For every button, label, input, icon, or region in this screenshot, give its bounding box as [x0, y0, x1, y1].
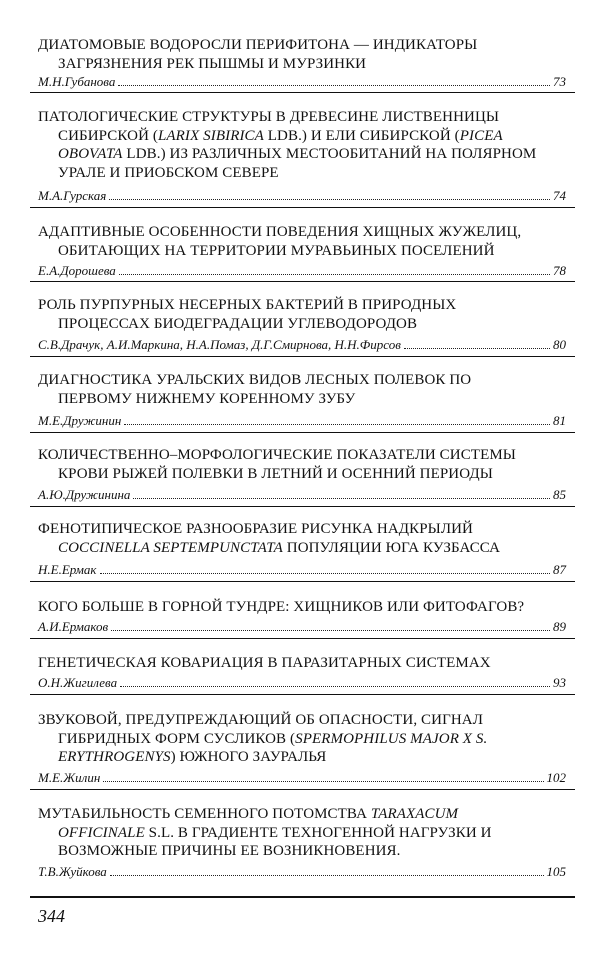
entry-title — [38, 446, 566, 483]
toc-entry — [0, 36, 606, 89]
title-line: ПАТОЛОГИЧЕСКИЕ СТРУКТУРЫ В ДРЕВЕСИНЕ ЛИСТВЕННИЦЫ — [38, 109, 500, 125]
entry-title — [38, 223, 566, 260]
entry-divider — [30, 789, 575, 790]
entry-page-number: 85 — [553, 487, 566, 502]
entry-title — [38, 805, 566, 861]
toc-entry — [0, 654, 606, 690]
dot-leader — [118, 73, 550, 86]
title-line: ДИАТОМОВЫЕ ВОДОРОСЛИ ПЕРИФИТОНА — ИНДИКАТОРЫ — [38, 37, 478, 53]
title-line: КОЛИЧЕСТВЕННО–МОРФОЛОГИЧЕСКИЕ ПОКАЗАТЕЛИ СИСТЕМЫ — [38, 447, 516, 463]
dot-leader — [133, 486, 550, 499]
title-line: РОЛЬ ПУРПУРНЫХ НЕСЕРНЫХ БАКТЕРИЙ В ПРИРОДНЫХ — [38, 297, 457, 313]
title-line: ОБИТАЮЩИХ НА ТЕРРИТОРИИ МУРАВЬИНЫХ ПОСЕЛЕНИЙ — [58, 242, 495, 259]
entry-page-number: 89 — [553, 619, 566, 634]
entry-author: А.И.Ермаков — [38, 619, 109, 634]
entry-page-number: 105 — [546, 864, 566, 879]
entry-page-number: 73 — [553, 74, 566, 89]
entry-author: М.Е.Жилин — [38, 770, 101, 785]
author-line — [38, 486, 566, 504]
author-line — [38, 412, 566, 430]
entry-page-number: 87 — [553, 562, 566, 577]
title-line: ПРОЦЕССАХ БИОДЕГРАДАЦИИ УГЛЕВОДОРОДОВ — [58, 315, 418, 332]
author-line — [38, 561, 566, 579]
dot-leader — [103, 769, 543, 782]
entry-divider — [30, 506, 575, 507]
entry-author: М.Е.Дружинин — [38, 413, 122, 428]
latin-name: SPERMOPHILUS MAJOR X S. — [295, 730, 488, 747]
entry-title — [38, 520, 566, 557]
toc-entry — [0, 711, 606, 785]
latin-name: OFFICINALE — [58, 824, 145, 841]
entry-divider — [30, 581, 575, 582]
entry-divider — [30, 356, 575, 357]
latin-name: LARIX SIBIRICA — [157, 127, 264, 144]
entry-title — [38, 371, 566, 408]
author-line — [38, 187, 566, 205]
title-line: ERYTHROGENYS) ЮЖНОГО ЗАУРАЛЬЯ — [58, 749, 327, 765]
author-line — [38, 618, 566, 636]
latin-name: ERYTHROGENYS — [58, 749, 171, 765]
entry-author: Н.Е.Ермак — [38, 562, 97, 577]
entry-author: О.Н.Жигилева — [38, 675, 118, 690]
title-line: ВОЗМОЖНЫЕ ПРИЧИНЫ ЕЕ ВОЗНИКНОВЕНИЯ. — [58, 843, 401, 859]
toc-entry — [0, 598, 606, 634]
title-line: OFFICINALE S.L. В ГРАДИЕНТЕ ТЕХНОГЕННОЙ НАГРУЗКИ И — [58, 824, 492, 841]
entry-divider — [30, 694, 575, 695]
title-line: ЗВУКОВОЙ, ПРЕДУПРЕЖДАЮЩИЙ ОБ ОПАСНОСТИ, СИГНАЛ — [38, 712, 483, 728]
title-line: ГЕНЕТИЧЕСКАЯ КОВАРИАЦИЯ В ПАРАЗИТАРНЫХ СИСТЕМАХ — [38, 655, 491, 671]
author-line — [38, 336, 566, 354]
footer-rule — [30, 896, 575, 898]
entry-title — [38, 711, 566, 767]
dot-leader — [119, 262, 550, 275]
title-line: COCCINELLA SEPTEMPUNCTATA ПОПУЛЯЦИИ ЮГА КУЗБАССА — [58, 539, 501, 556]
latin-name: OBOVATA — [58, 146, 123, 162]
entry-title — [38, 36, 566, 73]
page-number: 344 — [38, 906, 65, 926]
entry-divider — [30, 92, 575, 93]
entry-title — [38, 296, 566, 333]
dot-leader — [404, 336, 550, 349]
latin-name: PICEA — [459, 127, 503, 144]
entry-title — [38, 598, 566, 617]
title-line: АДАПТИВНЫЕ ОСОБЕННОСТИ ПОВЕДЕНИЯ ХИЩНЫХ ЖУЖЕЛИЦ, — [38, 224, 522, 240]
entry-page-number: 93 — [553, 675, 566, 690]
entry-page-number: 74 — [553, 188, 566, 203]
entry-author: С.В.Драчук, А.И.Маркина, Н.А.Помаз, Д.Г.Смирнова, Н.Н.Фирсов — [38, 337, 401, 352]
entry-title — [38, 654, 566, 673]
author-line — [38, 73, 566, 91]
author-line — [38, 769, 566, 787]
author-line — [38, 262, 566, 280]
entry-page-number: 80 — [553, 337, 566, 352]
title-line: КОГО БОЛЬШЕ В ГОРНОЙ ТУНДРЕ: ХИЩНИКОВ ИЛИ ФИТОФАГОВ? — [38, 599, 525, 615]
title-line: СИБИРСКОЙ (LARIX SIBIRICA LDB.) И ЕЛИ СИБИРСКОЙ (PICEA — [58, 127, 503, 144]
entry-author: Т.В.Жуйкова — [38, 864, 107, 879]
entry-divider — [30, 207, 575, 208]
dot-leader — [100, 561, 551, 574]
title-line: OBOVATA LDB.) ИЗ РАЗЛИЧНЫХ МЕСТООБИТАНИЙ НА ПОЛЯРНОМ — [58, 146, 537, 162]
entry-divider — [30, 281, 575, 282]
title-line: ПЕРВОМУ НИЖНЕМУ КОРЕННОМУ ЗУБУ — [58, 390, 356, 407]
dot-leader — [124, 412, 550, 425]
toc-entry — [0, 371, 606, 428]
title-line: КРОВИ РЫЖЕЙ ПОЛЕВКИ В ЛЕТНИЙ И ОСЕННИЙ ПЕРИОДЫ — [58, 465, 493, 482]
toc-entry — [0, 296, 606, 352]
entry-divider — [30, 638, 575, 639]
latin-name: COCCINELLA SEPTEMPUNCTATA — [58, 539, 283, 556]
toc-entry — [0, 108, 606, 203]
entry-author: М.А.Гурская — [38, 188, 107, 203]
entry-author: Е.А.Дорошева — [38, 263, 116, 278]
toc-entry — [0, 223, 606, 278]
latin-name: TARAXACUM — [370, 806, 459, 822]
entry-divider — [30, 432, 575, 433]
author-line — [38, 674, 566, 692]
dot-leader — [111, 618, 550, 631]
entry-page-number: 81 — [553, 413, 566, 428]
dot-leader — [110, 863, 544, 876]
title-line: ГИБРИДНЫХ ФОРМ СУСЛИКОВ (SPERMOPHILUS MAJOR X S. — [58, 730, 488, 747]
entry-author: А.Ю.Дружинина — [38, 487, 131, 502]
entry-title — [38, 108, 566, 182]
title-line: ФЕНОТИПИЧЕСКОЕ РАЗНООБРАЗИЕ РИСУНКА НАДКРЫЛИЙ — [38, 521, 473, 537]
title-line: УРАЛЕ И ПРИОБСКОМ СЕВЕРЕ — [58, 164, 279, 181]
title-line: МУТАБИЛЬНОСТЬ СЕМЕННОГО ПОТОМСТВА TARAXACUM — [38, 806, 459, 822]
toc-entry — [0, 446, 606, 502]
entry-page-number: 78 — [553, 263, 566, 278]
toc-entry — [0, 805, 606, 879]
author-line — [38, 863, 566, 881]
title-line: ЗАГРЯЗНЕНИЯ РЕК ПЫШМЫ И МУРЗИНКИ — [58, 55, 367, 72]
toc-entry — [0, 520, 606, 577]
dot-leader — [109, 187, 550, 200]
title-line: ДИАГНОСТИКА УРАЛЬСКИХ ВИДОВ ЛЕСНЫХ ПОЛЕВОК ПО — [38, 372, 472, 388]
entry-author: М.Н.Губанова — [38, 74, 116, 89]
entry-page-number: 102 — [546, 770, 566, 785]
dot-leader — [120, 674, 550, 687]
